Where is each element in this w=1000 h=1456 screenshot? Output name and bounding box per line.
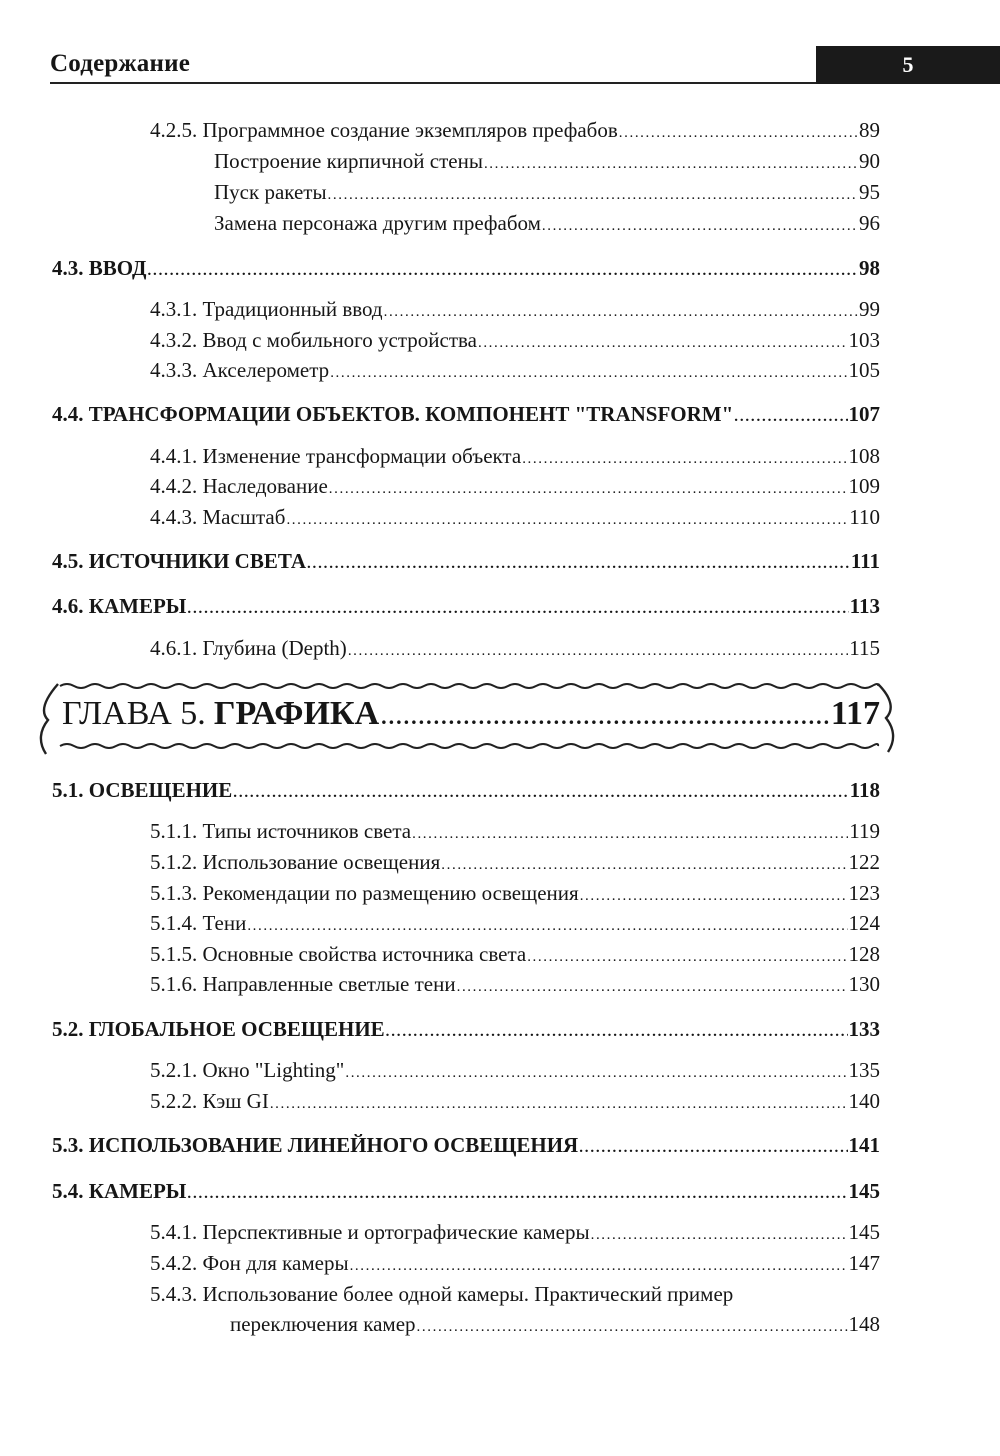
toc-leader-dots: [286, 506, 848, 534]
toc-entry-first-line[interactable]: [150, 1280, 733, 1308]
toc-entry-page: 109: [848, 474, 880, 498]
toc-section-label: 5.2. ГЛОБАЛЬНОЕ ОСВЕЩЕНИЕ: [52, 1017, 385, 1041]
toc-entry-page: 90: [859, 149, 880, 173]
toc-section[interactable]: [52, 1177, 880, 1208]
toc-leader-dots: [478, 329, 848, 357]
toc-entry-page: 130: [848, 972, 880, 996]
toc-entry-page: 89: [859, 118, 880, 142]
toc-leader-dots: [591, 1221, 848, 1249]
chapter-page: 117: [830, 695, 880, 732]
toc-entry[interactable]: [150, 1249, 880, 1280]
toc-leader-dots: [527, 943, 847, 971]
toc-section-page: 133: [848, 1017, 880, 1041]
toc-entry-page: 124: [848, 911, 880, 935]
toc-entry-label: 5.1.6. Направленные светлые тени: [150, 972, 456, 996]
toc-entry-page: 108: [848, 444, 880, 468]
toc-entry-page: 103: [848, 328, 880, 352]
toc-entry-page: 95: [859, 180, 880, 204]
toc-entry-page: 115: [849, 636, 880, 660]
toc-entry-label: 5.4.1. Перспективные и ортографические камеры: [150, 1220, 590, 1244]
toc-entry-page: 135: [848, 1058, 880, 1082]
toc-entry-page: 140: [848, 1089, 880, 1113]
toc-leader-dots: [328, 181, 858, 209]
toc-leader-dots: [381, 704, 829, 730]
toc-entry[interactable]: [150, 634, 880, 665]
toc-entry-label: 4.2.5. Программное создание экземпляров префабов: [150, 118, 618, 142]
toc-entry[interactable]: [150, 1087, 880, 1118]
toc-leader-dots: [412, 820, 848, 848]
toc-leader-dots: [542, 212, 858, 240]
toc-entry[interactable]: [150, 1218, 880, 1249]
toc-leader-dots: [734, 403, 847, 431]
toc-leader-dots: [247, 912, 847, 940]
toc-entry-label: 5.1.2. Использование освещения: [150, 850, 441, 874]
toc-section-label: 4.3. ВВОД: [52, 256, 147, 280]
toc-entry-label: 4.3.3. Акселерометр: [150, 358, 330, 382]
toc-section[interactable]: [52, 547, 880, 578]
toc-section-label: 4.4. ТРАНСФОРМАЦИИ ОБЪЕКТОВ. КОМПОНЕНТ "TRANSFORM": [52, 402, 734, 426]
toc-entry-page: 99: [859, 297, 880, 321]
toc-leader-dots: [441, 851, 847, 879]
toc-entry-page: 96: [859, 211, 880, 235]
chapter-line: [62, 695, 880, 739]
toc-entry[interactable]: [150, 817, 880, 848]
toc-entry-label: 4.3.2. Ввод с мобильного устройства: [150, 328, 477, 352]
toc-entry[interactable]: [150, 940, 880, 971]
toc-section-label: 4.5. ИСТОЧНИКИ СВЕТА: [52, 549, 306, 573]
toc-entry[interactable]: [150, 295, 880, 326]
chapter-banner[interactable]: [36, 676, 900, 756]
toc-section-page: 118: [849, 778, 880, 802]
toc-entry-label: 4.4.2. Наследование: [150, 474, 328, 498]
toc-leader-dots: [307, 550, 850, 578]
toc-leader-dots: [350, 1252, 848, 1280]
toc-entry-label: 4.6.1. Глубина (Depth): [150, 636, 347, 660]
toc-section-label: 5.3. ИСПОЛЬЗОВАНИЕ ЛИНЕЙНОГО ОСВЕЩЕНИЯ: [52, 1133, 579, 1157]
toc-leader-dots: [148, 257, 859, 285]
header-title: Содержание: [50, 50, 191, 77]
toc-entry[interactable]: [214, 178, 880, 209]
toc-entry-label: Замена персонажа другим префабом: [214, 211, 541, 235]
toc-section-page: 141: [848, 1133, 880, 1157]
toc-leader-dots: [187, 595, 848, 623]
toc-leader-dots: [457, 973, 848, 1001]
toc-entry-label: 5.1.4. Тени: [150, 911, 247, 935]
toc-entry[interactable]: [150, 503, 880, 534]
toc-entry[interactable]: [150, 970, 880, 1001]
toc-leader-dots: [329, 475, 848, 503]
toc-leader-dots: [579, 1134, 847, 1162]
toc-entry[interactable]: [150, 1056, 880, 1087]
toc-entry-label: 5.4.2. Фон для камеры: [150, 1251, 349, 1275]
toc-entry[interactable]: [214, 209, 880, 240]
toc-entry[interactable]: [150, 116, 880, 147]
toc-entry-label: 5.2.2. Кэш GI: [150, 1089, 269, 1113]
toc-leader-dots: [345, 1059, 847, 1087]
toc-section-label: 5.4. КАМЕРЫ: [52, 1179, 187, 1203]
toc-entry-label: 5.1.1. Типы источников света: [150, 819, 412, 843]
toc-entry-page: 128: [848, 942, 880, 966]
toc-entry-label: 5.1.5. Основные свойства источника света: [150, 942, 527, 966]
toc-leader-dots: [386, 1018, 848, 1046]
toc-section-label: 4.6. КАМЕРЫ: [52, 594, 187, 618]
toc-entry-page: 147: [848, 1251, 880, 1275]
toc-entry-page: 119: [849, 819, 880, 843]
toc-section[interactable]: [52, 254, 880, 285]
toc-entry-page: 148: [848, 1312, 880, 1336]
toc-entry[interactable]: [150, 356, 880, 387]
toc-leader-dots: [384, 298, 858, 326]
toc-entry-label: переключения камер: [230, 1312, 416, 1336]
toc-section[interactable]: [52, 776, 880, 807]
toc-section-page: 113: [849, 594, 880, 618]
toc-entry-label: Пуск ракеты: [214, 180, 327, 204]
toc-entry-label: 5.1.3. Рекомендации по размещению освещения: [150, 881, 579, 905]
toc-entry[interactable]: [150, 909, 880, 940]
toc-entry[interactable]: [150, 848, 880, 879]
toc-section[interactable]: [52, 1131, 880, 1162]
toc-entry-page: 110: [849, 505, 880, 529]
toc-leader-dots: [330, 359, 847, 387]
toc-entry-page: 123: [848, 881, 880, 905]
toc-entry[interactable]: [150, 442, 880, 473]
toc-entry[interactable]: [150, 879, 880, 910]
toc-entry[interactable]: [230, 1310, 880, 1341]
chapter-title: ГРАФИКА: [213, 695, 380, 732]
toc-leader-dots: [270, 1090, 848, 1118]
page-number: 5: [816, 46, 1000, 84]
toc-section-page: 107: [848, 402, 880, 426]
page-header: [50, 46, 1000, 86]
toc-entry[interactable]: [150, 472, 880, 503]
toc-leader-dots: [233, 779, 848, 807]
chapter-number: ГЛАВА 5.: [62, 695, 206, 732]
toc-leader-dots: [484, 150, 858, 178]
toc-entry-page: 105: [848, 358, 880, 382]
toc-entry-label: 4.3.1. Традиционный ввод: [150, 297, 383, 321]
toc-section-page: 98: [859, 256, 880, 280]
toc-leader-dots: [522, 445, 847, 473]
toc-entry-label: 5.4.3. Использование более одной камеры. Практический пример: [150, 1282, 734, 1306]
toc-section-page: 145: [848, 1179, 880, 1203]
toc-entry-label: 4.4.1. Изменение трансформации объекта: [150, 444, 522, 468]
toc-section[interactable]: [52, 592, 880, 623]
toc-entry-label: 4.4.3. Масштаб: [150, 505, 286, 529]
toc-entry-label: Построение кирпичной стены: [214, 149, 483, 173]
toc-entry-page: 145: [848, 1220, 880, 1244]
toc-entry[interactable]: [150, 326, 880, 357]
toc-leader-dots: [187, 1180, 847, 1208]
toc-section-label: 5.1. ОСВЕЩЕНИЕ: [52, 778, 233, 802]
toc-section-page: 111: [850, 549, 880, 573]
toc-section[interactable]: [52, 1015, 880, 1046]
toc-section[interactable]: [52, 400, 880, 431]
header-rule: [50, 82, 820, 84]
toc-entry-label: 5.2.1. Окно "Lighting": [150, 1058, 345, 1082]
toc-leader-dots: [348, 637, 848, 665]
toc-leader-dots: [580, 882, 848, 910]
toc-leader-dots: [619, 119, 858, 147]
toc-entry[interactable]: [214, 147, 880, 178]
toc-leader-dots: [417, 1313, 848, 1341]
toc-entry-page: 122: [848, 850, 880, 874]
